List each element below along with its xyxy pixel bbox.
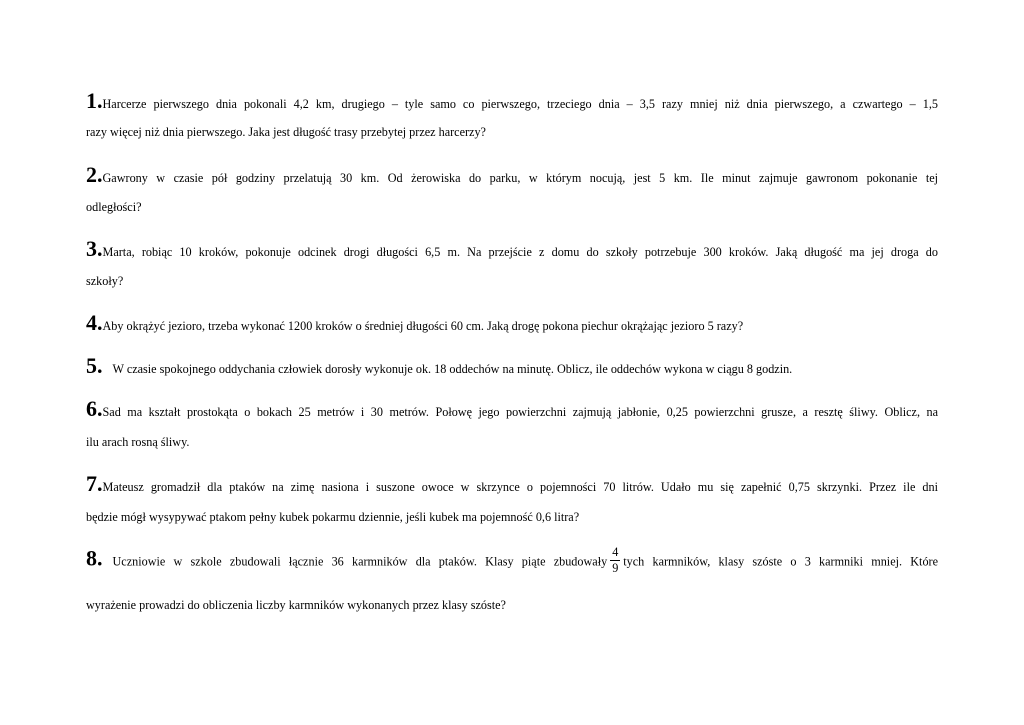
problem-8-number: 8.	[86, 545, 103, 571]
problem-8-line-1	[86, 547, 938, 578]
worksheet-page	[86, 0, 938, 725]
problem-2-line-1	[86, 164, 938, 186]
fraction-four-ninths	[610, 545, 620, 576]
problem-4-text-1: Aby okrążyć jezioro, trzeba wykonać 1200 kroków o średniej długości 60 cm. Jaką drogę pokona piechur okrążając jezioro 5 razy?	[102, 319, 744, 333]
problem-5-number: 5.	[86, 353, 103, 378]
problem-3-line-2: szkoły?	[86, 274, 124, 288]
problem-3-number: 3.	[86, 236, 103, 261]
problem-1-line-2: razy więcej niż dnia pierwszego. Jaka jest długość trasy przebytej przez harcerzy?	[86, 125, 486, 139]
problem-5-line-1	[86, 355, 938, 377]
problem-6-number: 6.	[86, 396, 103, 421]
problem-1-line-1	[86, 90, 938, 112]
problem-2-line-2: odległości?	[86, 200, 142, 214]
problem-3-line-1	[86, 238, 938, 260]
problem-6-line-1	[86, 398, 938, 420]
problem-2-number: 2.	[86, 162, 103, 187]
problem-4-line-1	[86, 312, 938, 334]
problem-6-text-1: Sad ma kształt prostokąta o bokach 25 metrów i 30 metrów. Połowę jego powierzchni zajmują jabłonie, 0,25 powierzchni grusze, a resztę śliwy. Oblicz, na	[102, 405, 938, 419]
fraction-numerator: 4	[612, 545, 619, 559]
problem-1-text-1: Harcerze pierwszego dnia pokonali 4,2 km, drugiego – tyle samo co pierwszego, trzeciego dnia – 3,5 razy mniej niż dnia pierwszego, a czwartego – 1,5	[102, 97, 938, 111]
problem-7-line-2: będzie mógł wysypywać ptakom pełny kubek pokarmu dziennie, jeśli kubek ma pojemność 0,6 litra?	[86, 510, 580, 524]
problem-4-number: 4.	[86, 310, 103, 335]
problem-6-line-2: ilu arach rosną śliwy.	[86, 435, 190, 449]
problem-8-text-1a: Uczniowie w szkole zbudowali łącznie 36 karmników dla ptaków. Klasy piąte zbudowały	[112, 554, 608, 569]
problem-8-line-2: wyrażenie prowadzi do obliczenia liczby karmników wykonanych przez klasy szóste?	[86, 598, 506, 612]
problem-8-text-1b: tych karmników, klasy szóste o 3 karmniki mniej. Które	[623, 554, 939, 569]
fraction-denominator: 9	[612, 561, 619, 575]
problem-7-text-1: Mateusz gromadził dla ptaków na zimę nasiona i suszone owoce w skrzynce o pojemności 70 litrów. Udało mu się zapełnić 0,75 skrzynki. Przez ile dni	[102, 480, 938, 494]
problem-1-number: 1.	[86, 88, 103, 113]
problem-3-text-1: Marta, robiąc 10 kroków, pokonuje odcinek drogi długości 6,5 m. Na przejście z domu do szkoły potrzebuje 300 kroków. Jaką długość ma jej droga do	[102, 245, 938, 259]
problem-7-line-1	[86, 473, 938, 495]
problem-2-text-1: Gawrony w czasie pół godziny przelatują 30 km. Od żerowiska do parku, w którym nocują, jest 5 km. Ile minut zajmuje gawronom pokonanie tej	[102, 171, 938, 185]
problem-5-text-1: W czasie spokojnego oddychania człowiek dorosły wykonuje ok. 18 oddechów na minutę. Oblicz, ile oddechów wykona w ciągu 8 godzin.	[112, 362, 793, 376]
problem-7-number: 7.	[86, 471, 103, 496]
